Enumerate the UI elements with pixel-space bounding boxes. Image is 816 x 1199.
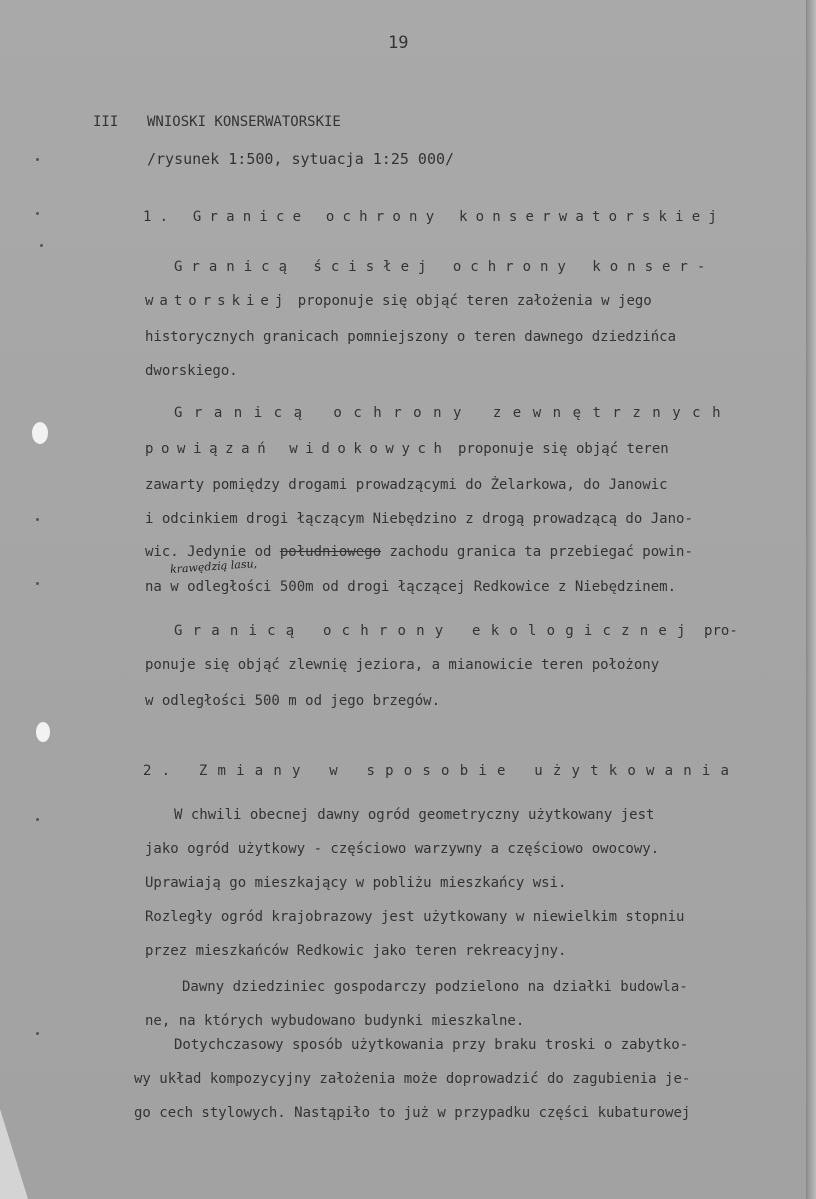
section2-line1: W chwili obecnej dawny ogród geometryczny użytkowany jest xyxy=(174,807,655,823)
heading-title: WNIOSKI KONSERWATORSKIE xyxy=(147,114,341,130)
section1-p1-line3: historycznych granicach pomniejszony o teren dawnego dziedzińca xyxy=(145,329,677,345)
punch-hole-bottom xyxy=(36,722,50,742)
line-text: proponuje się objąć teren xyxy=(449,441,669,457)
section1-p2-line6: na w odległości 500m od drogi łączącej Redkowice z Niebędzinem. xyxy=(145,579,677,595)
margin-dot xyxy=(36,1032,39,1035)
section2-line5: przez mieszkańców Redkowic jako teren rekreacyjny. xyxy=(145,943,567,959)
spaced-term: powiązań widokowych xyxy=(145,441,450,457)
line-text: zachodu granica ta przebiegać powin- xyxy=(381,544,693,560)
section1-p3-line1 xyxy=(174,622,738,640)
margin-dot xyxy=(36,818,39,821)
page-number: 19 xyxy=(388,33,409,53)
section2-line9: wy układ kompozycyjny założenia może doprowadzić do zagubienia je- xyxy=(134,1071,691,1087)
spaced-term: watorskiej xyxy=(145,293,290,309)
section1-p2-line3: zawarty pomiędzy drogami prowadzącymi do Żelarkowa, do Janowic xyxy=(145,477,668,493)
section1-p1-line2 xyxy=(145,292,652,310)
section2-line10: go cech stylowych. Nastąpiło to już w przypadku części kubaturowej xyxy=(134,1105,691,1121)
line-text: wic. Jedynie od xyxy=(145,544,280,560)
margin-dot xyxy=(36,158,39,161)
spaced-term: Granicą ochrony ekologicznej xyxy=(174,623,696,639)
page-corner xyxy=(0,1109,28,1199)
margin-dot xyxy=(36,582,39,585)
line-text: pro- xyxy=(695,623,738,639)
line-text: proponuje się objąć teren założenia w jego xyxy=(289,293,652,309)
section2-line3: Uprawiają go mieszkający w pobliżu mieszkańcy wsi. xyxy=(145,875,567,891)
struck-word: południowego xyxy=(279,544,382,560)
section2-line4: Rozległy ogród krajobrazowy jest użytkowany w niewielkim stopniu xyxy=(145,909,685,925)
heading-numeral: III xyxy=(93,114,119,130)
section1-title: 1. Granice ochrony konserwatorskiej xyxy=(143,209,726,225)
page-edge xyxy=(806,0,816,1199)
heading-subtitle: /rysunek 1:500, sytuacja 1:25 000/ xyxy=(147,150,455,168)
section1-p3-line3: w odległości 500 m od jego brzegów. xyxy=(145,693,441,709)
section2-line2: jako ogród użytkowy - częściowo warzywny a częściowo owocowy. xyxy=(145,841,660,857)
margin-dot xyxy=(36,518,39,521)
section1-p2-line4: i odcinkiem drogi łączącym Niebędzino z drogą prowadzącą do Jano- xyxy=(145,511,693,527)
section1-p1-line4: dworskiego. xyxy=(145,363,238,379)
section2-line7: ne, na których wybudowano budynki mieszkalne. xyxy=(145,1013,525,1029)
section2-line8: Dotychczasowy sposób użytkowania przy braku troski o zabytko- xyxy=(174,1037,689,1053)
section1-p3-line2: ponuje się objąć zlewnię jeziora, a mianowicie teren położony xyxy=(145,657,660,673)
section1-p2-line1: Granicą ochrony zewnętrznych xyxy=(174,405,733,421)
punch-hole-top xyxy=(32,422,48,444)
section1-p2-line2 xyxy=(145,440,669,458)
handwritten-insertion: krawędzią lasu, xyxy=(169,556,258,577)
margin-dot xyxy=(36,212,39,215)
margin-dot xyxy=(40,244,43,247)
section2-title: 2. Zmiany w sposobie użytkowania xyxy=(143,763,740,779)
section2-line6: Dawny dziedziniec gospodarczy podzielono na działki budowla- xyxy=(182,979,688,995)
section1-p1-line1: Granicą ścisłej ochrony konser- xyxy=(174,259,715,275)
